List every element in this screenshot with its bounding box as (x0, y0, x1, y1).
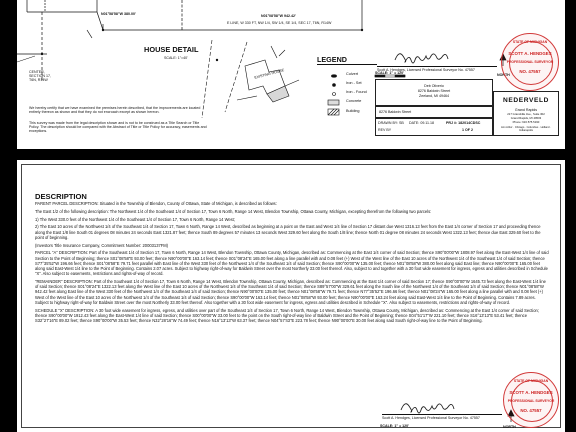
bearing-label-south: N01°58'58"W 380.00' (101, 12, 136, 16)
sheet-2-graphics (17, 160, 565, 432)
firm-logo: NEDERVELD (503, 97, 549, 104)
seal-title: PROFESSIONAL SURVEYOR (506, 60, 554, 64)
bearing-label-mid: N01°08'58"W 942.42' (261, 14, 296, 18)
description-heading: DESCRIPTION (35, 192, 87, 201)
surveyor-seal (501, 33, 559, 91)
scale-label-2: SCALE: 1" = 120' (380, 424, 410, 428)
remainder-description: "REMAINDER" DESCRIPTION: Part of the Southeast 1/4 of Section 17, Town 6 North, Range 14 West, Blendon Township, Ottawa County, Michigan, described as: Commencing at the East 1/4 corner of said Section 17; thence S90°00'00"W 1645.73 feet along the East-West 1/4 line of said Section; thence S01°08'24"E 1322.13 feet along the West line of the East 10 acres of the Northwest 1/4 of the Southeast 1/4 of said Section; thence S89°57'00"W 329.61 feet along the South line of the Northwest 1/4 of the Southeast 1/4 of said Section; thence N01°08'58"W 942.42 feet along East line of the West 330 feet of the Northwest 1/4 of the Southeast 1/4 of said Section; thence N90°00'00"E 135.00 feet; thence N01°08'58"W 79.71 feet; thence N77°35'52"E 196.66 feet; thence N01°08'24"W 165.00 feet along a line parallel with and 0.08 feet (+) West of the West line of the East 10 acres of the Northwest 1/4 of the Southeast 1/4 of said Section; thence S90°00'00"W 163.14 feet; thence N01°08'58"W 93.00 feet; thence N90°00'00"E 163.24 feet along said East-West 1/4 line to the Point of Beginning. Contains 7.89 acres. Subject to highway right-of-way for Baldwin Street over the most Northerly 33.00 feet thereof. Also together with a 30 foot wide easement for ingress, egress and utilities described in Schedule "X". Also subject to easements, restrictions and rights-of-way of record. (35, 279, 546, 305)
north-label-2: NORTH (503, 425, 516, 429)
signer-line: Scott A. Hendges, Licensed Professional Surveyor No. 47557 (377, 66, 497, 72)
legend (317, 55, 377, 125)
seal-name-2: SCOTT A. HENDGES (509, 390, 553, 395)
seal-title-2: PROFESSIONAL SURVEYOR (507, 399, 555, 403)
site-address: 8276 Baldwin Street (379, 110, 412, 114)
certification-text: We hereby certify that we have examined the premises herein described, that the improvements are located entirely thereon as shown and that they do not encroach except as shown hereon. (29, 106, 201, 115)
parent-parcel-east-half: The East 1/2 of the following description: The Northwest 1/4 of the Southeast 1/4 of Section 17, Town 6 North, Range 14 West, Blendon Township, Ottawa County, Michigan, excepting therefrom the following two parcels: (35, 208, 432, 214)
job-number: PRJ #: 182014CDSC (446, 121, 481, 125)
legend-item-culvert: Culvert (346, 72, 359, 76)
sheet-number: 1 OF 2 (462, 128, 473, 132)
firm-offices: Ann Arbor · Chicago · Columbus · Holland · Indianapolis (500, 126, 552, 133)
scale-bar (375, 75, 405, 77)
firm-box (493, 91, 559, 136)
legend-item-concrete: Concrete (346, 99, 362, 103)
seal-number: NO. 47557 (519, 69, 541, 74)
schedule-x-description: SCHEDULE "X" DESCRIPTION: A 30 foot wide easement for ingress, egress, and utilities over part of the Southeast 1/4 of Section 17, Town 6 North, Range 14 West, Blendon Township, Ottawa County, Michigan, described as: Commencing at the East 1/4 corner of said Section; thence S90°00'00"W 1912.43 feet along the East-West 1/4 line of said Section; thence S00°00'00"W 33.00 feet to the point on the South right-of-way line of Baldwin Street and the Point of Beginning; thence S04°51'17"W 221.10 feet; thence S16°13'13"E 53.41 feet; thence S32°27'16"E 89.02 feet; thence S90°00'00"W 35.53 feet; thence N32°28'16"W 74.49 feet; thence N16°13'13"W 63.37 feet; thence N04°57'43"E 223.78 feet; thence N90°00'00"E 30.00 feet along said South right-of-way line to the Point of Beginning. (35, 307, 539, 324)
signer-line-2: Scott A. Hendges, Licensed Professional Surveyor No. 47557 (382, 414, 502, 420)
scale-label: SCALE: 1" = 120' (375, 71, 405, 75)
firm-city: Grand Rapids (514, 108, 538, 112)
client-address1: 8276 Baldwin Street (417, 89, 451, 93)
parent-parcel-paragraph: PARENT PARCEL DESCRIPTION: Situated in the Township of Blendon, County of Ottawa, State of Michigan, is described as follows: (35, 201, 277, 206)
client-box (375, 79, 493, 106)
abstract-note: This survey was made from the legal description shown and is not to be construed as a Title Search or Title Policy. The description should be compared with the Abstract of Title or Title Policy for accuracy, easements and exceptions. (29, 121, 207, 134)
north-label: NORTH (497, 73, 510, 77)
surveyor-signature-2 (401, 404, 454, 413)
exception-1: 1) The West 330.0 feet of the Northwest 1/4 of the Southeast 1/4 of Section 17, Town 6 North, Range 14 West; (35, 216, 235, 222)
seal-state: STATE OF MICHIGAN (512, 40, 548, 44)
job-info-box (375, 118, 493, 136)
legend-item-iron-found: Iron - Found (346, 90, 367, 94)
legend-item-iron-set: Iron - Set (346, 81, 362, 85)
exception-2: 2) The East 10 acres of the Northwest 1/4 of the Southeast 1/4 of Section 17, Town 6 North, Range 14 West, described as beginning at a point on the East and West 1/4 line of Section 17 distant due West 1316.13 feet from the East 1/4 corner of Section 17 and proceeding thence along the East 1/8 line South 01 degrees 08 minutes 24 seconds East 1321.87 feet; thence South 89 degrees 57 minutes 13 seconds West 329.60 feet along the South 1/8 line; thence North 01 degree 08 minutes 24 seconds West 1322.13 feet; thence due East 329.60 feet to the point of beginning. (35, 224, 541, 240)
seal-name: SCOTT A. HENDGES (508, 51, 552, 56)
east-line-label: E LINE, W 330 FT, NW 1/4, SW 1/4, SE 1/4, SEC 17, T6N, R14W (227, 21, 332, 25)
client-name: Deb Oliverio (424, 84, 444, 88)
legend-title: LEGEND (317, 55, 347, 64)
commitment-note: (Investors Title Insurance Company, Commitment Number: 20003137FM) (35, 242, 169, 248)
house-detail-drawing (202, 40, 299, 118)
revised-by: REV BY (378, 128, 392, 132)
house-detail-title: HOUSE DETAIL (144, 45, 199, 54)
existing-house-label: EXISTING HOUSE (253, 68, 285, 80)
seal-state-2: STATE OF MICHIGAN (513, 379, 549, 383)
date-label: DATE: 09.11.18 (409, 121, 435, 125)
drawn-by: DRAWN BY: SB (378, 121, 404, 125)
legend-divider (317, 64, 377, 65)
firm-address1: 217 Grandville Ave., Suite 302 (507, 112, 545, 116)
client-address2: Zeeland, MI 49464 (419, 94, 449, 98)
firm-phone: Phone: 616.575.5190 (512, 120, 540, 124)
parcel-a-description: PARCEL "A" DESCRIPTION: Part of the Southeast 1/4 of Section 17, Town 6 North, Range 14 West, Blendon Township, Ottawa County, Michigan, described as: Commencing at the East 1/4 corner of said Section; thence S90°00'00"W 1808.97 feet along the East-West 1/4 line of said Section to the Point of Beginning; thence S01°08'58"E 93.00 feet; thence N90°00'00"E 163.14 feet; thence S01°08'24"E 165.00 feet along a line parallel with and 0.08 feet (+) West of the West line of the East 10 acres of the Northwest 1/4 of the Southeast 1/4 of said Section; thence S77°35'52"W 196.66 feet; thence S01°08'58"E 79.71 feet parallel with East line of the West 330 feet of the Northwest 1/4 of the Southeast 1/4 of said Section; thence S90°00'00"W 135.00 feet; thence N01°08'58"W 380.00 feet along said East line; thence N90°00'00"E 165.00 feet along said East-West 1/4 line to the Point of Beginning. Contains 2.07 acres. Subject to highway right-of-way for Baldwin Street over the most Northerly 33.00 feet thereof. Also, subject to and together with a 30 foot wide easement for ingress, egress and utilities described in Schedule "X". Also subject to easements, restrictions and rights-of-way of record. (35, 250, 549, 277)
site-address-box (375, 106, 493, 118)
house-detail-scale: SCALE: 1"=40' (164, 56, 188, 60)
survey-sheet-1 (17, 0, 565, 149)
surveyor-seal-2 (503, 372, 559, 428)
seal-number-2: NO. 47557 (520, 408, 542, 413)
firm-address2: Grand Rapids, MI 49503 (510, 116, 542, 120)
surveyor-signature (395, 54, 448, 63)
legend-item-building: Building (346, 109, 360, 113)
center-section-label: CENTER, SECTION 17, T6N, R14W (29, 70, 51, 83)
survey-sheet-2 (17, 160, 565, 432)
